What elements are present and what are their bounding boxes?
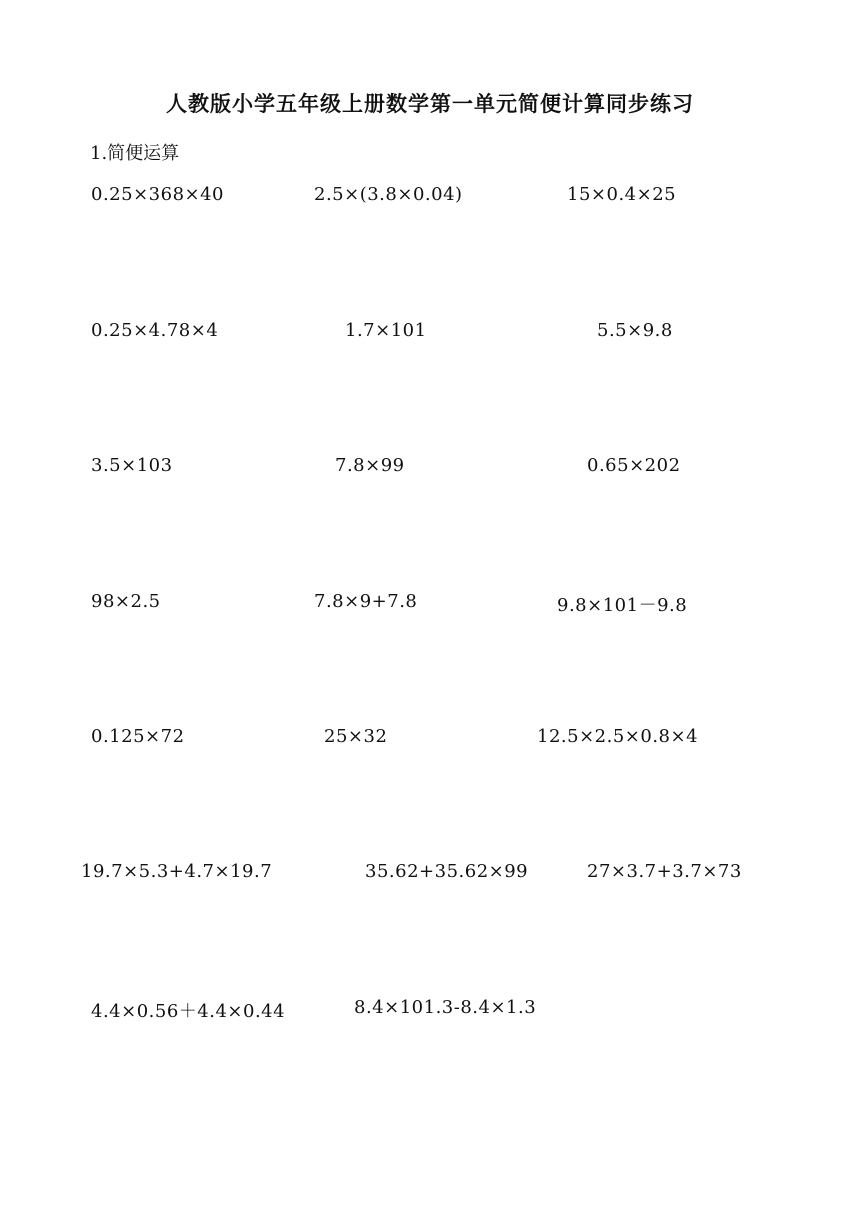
problem-5: 1.7×101 xyxy=(345,320,427,341)
problem-2: 2.5×(3.8×0.04) xyxy=(314,184,463,205)
problem-15: 12.5×2.5×0.8×4 xyxy=(537,726,699,747)
problem-4: 0.25×4.78×4 xyxy=(91,320,219,341)
problem-9: 0.65×202 xyxy=(587,455,681,476)
page-title: 人教版小学五年级上册数学第一单元简便计算同步练习 xyxy=(166,91,694,116)
problem-14: 25×32 xyxy=(324,726,388,747)
problem-1: 0.25×368×40 xyxy=(91,184,225,205)
problem-6: 5.5×9.8 xyxy=(597,320,673,341)
problem-11: 7.8×9+7.8 xyxy=(314,591,418,612)
problem-3: 15×0.4×25 xyxy=(567,184,677,205)
problem-20: 8.4×101.3-8.4×1.3 xyxy=(354,997,537,1018)
problem-13: 0.125×72 xyxy=(91,726,185,747)
problem-16: 19.7×5.3+4.7×19.7 xyxy=(81,861,273,882)
problem-19: 4.4×0.56＋4.4×0.44 xyxy=(91,1001,286,1022)
problem-8: 7.8×99 xyxy=(335,455,405,476)
problem-10: 98×2.5 xyxy=(91,591,161,612)
problem-17: 35.62+35.62×99 xyxy=(365,861,529,882)
problem-12: 9.8×101－9.8 xyxy=(557,595,688,616)
problem-18: 27×3.7+3.7×73 xyxy=(587,861,742,882)
problem-7: 3.5×103 xyxy=(91,455,173,476)
section-heading: 1.简便运算 xyxy=(90,143,180,164)
